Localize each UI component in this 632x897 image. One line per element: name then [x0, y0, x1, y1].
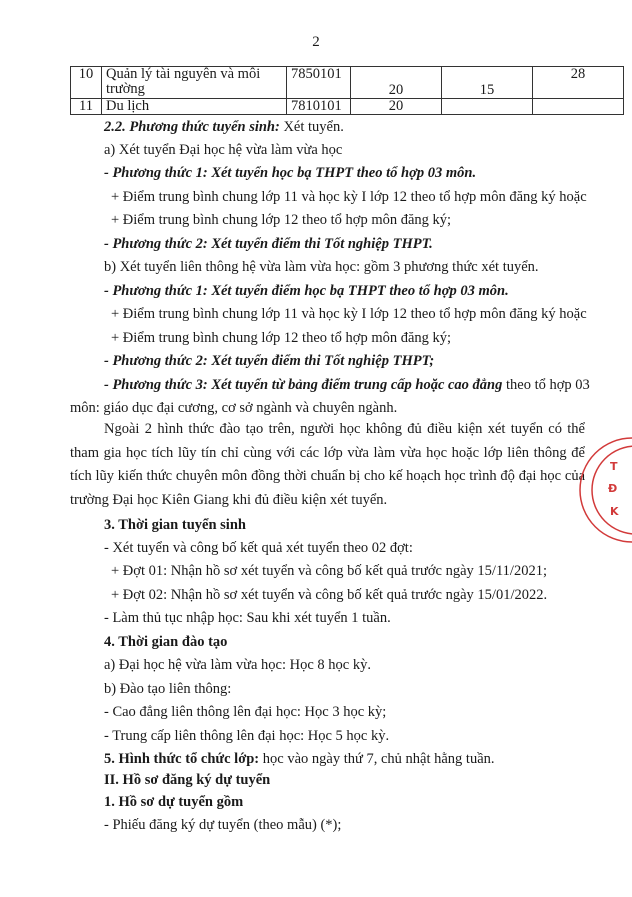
list-item: + Đợt 02: Nhận hồ sơ xét tuyển và công bố kết quả trước ngày 15/01/2022.: [111, 587, 548, 603]
section-4-title: 4. Thời gian đào tạo: [104, 634, 228, 650]
text-line: b) Đào tạo liên thông:: [104, 681, 232, 697]
text-line: môn: giáo dục đại cương, cơ sở ngành và chuyên ngành.: [70, 400, 398, 416]
table-cell-value: 20: [351, 67, 442, 99]
table-cell-value: 15: [442, 67, 533, 99]
table-cell-code: 7810101: [287, 99, 351, 115]
text-line: - Xét tuyển và công bố kết quả xét tuyển theo 02 đợt:: [104, 540, 413, 556]
section-2-2-label: 2.2. Phương thức tuyển sinh:: [104, 119, 280, 135]
page-number: 2: [312, 34, 320, 50]
text-line: - Phiếu đăng ký dự tuyển (theo mẫu) (*);: [104, 817, 342, 833]
red-seal-stamp: [592, 430, 632, 550]
table-cell-code: 7850101: [287, 67, 351, 99]
table-cell-value: [442, 99, 533, 115]
section-5-text: học vào ngày thứ 7, chủ nhật hằng tuần.: [259, 751, 495, 767]
stamp-letter: T: [610, 460, 618, 473]
paragraph: Ngoài 2 hình thức đào tạo trên, người học không đủ điều kiện xét tuyển có thể tham gia học tích lũy tín chỉ cùng với các lớp vừa làm vừa học hoặc lớp liên thông để tích lũy kiến thức chuyên môn đồng thời chuẩn bị cho kế hoạch học trình độ đại học của trường Đại học Kiên Giang khi đủ điều kiện xét tuyển.: [70, 421, 585, 508]
stamp-letter: K: [610, 505, 619, 518]
text-line: - Trung cấp liên thông lên đại học: Học 5 học kỳ.: [104, 728, 390, 744]
text-line: - Làm thủ tục nhập học: Sau khi xét tuyển 1 tuần.: [104, 610, 391, 626]
text-line: - Cao đẳng liên thông lên đại học: Học 3 học kỳ;: [104, 704, 387, 720]
table-cell-name: Du lịch: [102, 99, 287, 115]
table-row: [71, 67, 624, 99]
list-item: + Điểm trung bình chung lớp 11 và học kỳ I lớp 12 theo tổ hợp môn đăng ký hoặc: [111, 306, 587, 322]
section-II-title: II. Hồ sơ đăng ký dự tuyển: [104, 772, 271, 788]
method-heading: - Phương thức 1: Xét tuyển điểm học bạ THPT theo tổ hợp 03 môn.: [104, 283, 509, 299]
section-2-2: [104, 118, 344, 136]
section-II-1-title: 1. Hồ sơ dự tuyển gồm: [104, 794, 244, 810]
method-3-text: theo tổ hợp 03: [502, 377, 590, 393]
list-item: + Đợt 01: Nhận hồ sơ xét tuyển và công bố kết quả trước ngày 15/11/2021;: [111, 563, 547, 579]
table-cell-name: Quản lý tài nguyên và môi trường: [102, 67, 287, 99]
method-heading: - Phương thức 1: Xét tuyển học bạ THPT theo tổ hợp 03 môn.: [104, 165, 477, 181]
program-table: [70, 66, 624, 115]
text-line: a) Đại học hệ vừa làm vừa học: Học 8 học kỳ.: [104, 657, 371, 673]
text-line: b) Xét tuyển liên thông hệ vừa làm vừa học: gồm 3 phương thức xét tuyển.: [104, 259, 539, 275]
list-item: + Điểm trung bình chung lớp 11 và học kỳ I lớp 12 theo tổ hợp môn đăng ký hoặc: [111, 189, 587, 205]
method-3-label: - Phương thức 3: Xét tuyển từ bảng điểm trung cấp hoặc cao đẳng: [104, 377, 503, 393]
method-heading: - Phương thức 2: Xét tuyển điểm thi Tốt nghiệp THPT.: [104, 236, 433, 252]
section-5-label: 5. Hình thức tổ chức lớp:: [104, 751, 260, 767]
section-3-title: 3. Thời gian tuyển sinh: [104, 517, 246, 533]
list-item: + Điểm trung bình chung lớp 12 theo tổ hợp môn đăng ký;: [111, 330, 452, 346]
section-2-2-text: Xét tuyển.: [279, 119, 344, 135]
list-item: + Điểm trung bình chung lớp 12 theo tổ hợp môn đăng ký;: [111, 212, 452, 228]
method-heading: - Phương thức 2: Xét tuyển điểm thi Tốt nghiệp THPT;: [104, 353, 435, 369]
section-5: [104, 750, 495, 768]
table-cell-value: [533, 99, 624, 115]
table-cell-value: 20: [351, 99, 442, 115]
table-row: [71, 99, 624, 115]
table-cell-value: 28: [533, 67, 624, 99]
table-cell-stt: 11: [71, 99, 102, 115]
stamp-letter: Đ: [608, 482, 618, 495]
text-line: a) Xét tuyển Đại học hệ vừa làm vừa học: [104, 142, 343, 158]
table-cell-stt: 10: [71, 67, 102, 99]
method-3-line: [104, 376, 590, 394]
